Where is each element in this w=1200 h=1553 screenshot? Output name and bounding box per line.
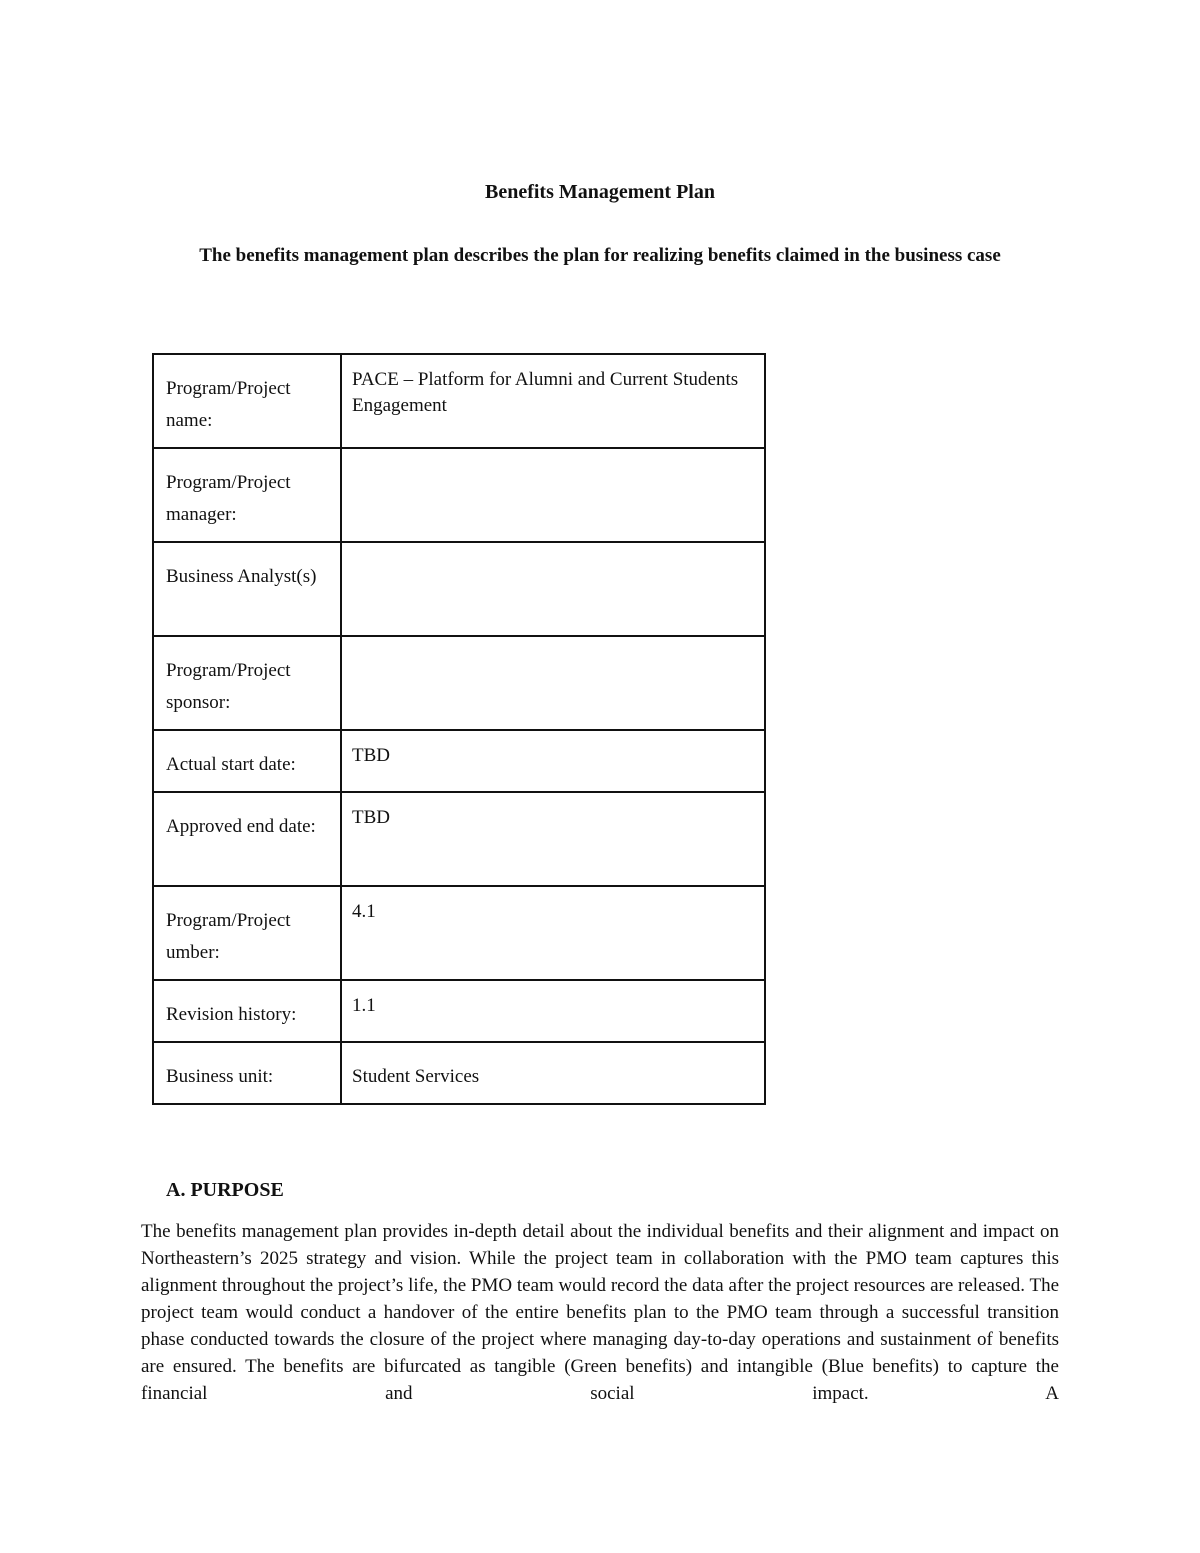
row-value-cell xyxy=(341,1042,765,1104)
purpose-heading: A. PURPOSE xyxy=(166,1179,284,1201)
program-sponsor-value xyxy=(342,637,764,649)
program-manager-label: Program/Project manager: xyxy=(166,472,291,525)
row-label-cell xyxy=(153,448,341,542)
business-unit-value: Student Services xyxy=(352,1066,480,1087)
table-row xyxy=(153,980,765,1042)
table-row xyxy=(153,1042,765,1104)
row-label-cell xyxy=(153,636,341,730)
page-title: Benefits Management Plan xyxy=(485,181,715,203)
table-row xyxy=(153,730,765,792)
business-analyst-value xyxy=(342,543,764,555)
purpose-body: The benefits management plan provides in-depth detail about the individual benefits and their alignment and impact on Northeastern’s 2025 strategy and vision. While the project team in collaboration with the PMO team captures this alignment throughout the project’s life, the PMO team would record the data after the project resources are released. The project team would conduct a handover of the entire benefits plan to the PMO team through a successful transition phase conducted towards the closure of the project where managing day-to-day operations and sustainment of benefits are ensured. The benefits are bifurcated as tangible (Green benefits) and intangible (Blue benefits) to capture the financial and social impact. A xyxy=(141,1221,1059,1404)
table-row xyxy=(153,886,765,980)
table-row xyxy=(153,636,765,730)
revision-history-value: 1.1 xyxy=(352,995,376,1016)
page-subtitle: The benefits management plan describes the plan for realizing benefits claimed in the business case xyxy=(199,245,1001,266)
row-value-cell xyxy=(341,886,765,980)
project-info-table xyxy=(152,353,766,1105)
row-label-cell xyxy=(153,354,341,448)
start-date-label: Actual start date: xyxy=(166,754,296,775)
program-manager-value xyxy=(342,449,764,461)
row-value-cell xyxy=(341,792,765,886)
program-name-label: Program/Project name: xyxy=(166,378,291,431)
row-value-cell xyxy=(341,542,765,636)
program-name-value: PACE – Platform for Alumni and Current Students Engagement xyxy=(352,369,739,416)
table-row xyxy=(153,542,765,636)
table-row xyxy=(153,448,765,542)
row-value-cell xyxy=(341,636,765,730)
row-label-cell xyxy=(153,792,341,886)
row-label-cell xyxy=(153,542,341,636)
row-value-cell xyxy=(341,730,765,792)
end-date-value: TBD xyxy=(352,807,390,828)
table-row xyxy=(153,354,765,448)
row-value-cell xyxy=(341,448,765,542)
business-analyst-label: Business Analyst(s) xyxy=(166,566,317,587)
program-number-label: Program/Project umber: xyxy=(166,910,291,963)
end-date-label: Approved end date: xyxy=(166,816,316,837)
row-label-cell xyxy=(153,980,341,1042)
program-number-value: 4.1 xyxy=(352,901,376,922)
revision-history-label: Revision history: xyxy=(166,1004,297,1025)
row-value-cell xyxy=(341,354,765,448)
table-row xyxy=(153,792,765,886)
row-value-cell xyxy=(341,980,765,1042)
row-label-cell xyxy=(153,1042,341,1104)
start-date-value: TBD xyxy=(352,745,390,766)
row-label-cell xyxy=(153,730,341,792)
business-unit-label: Business unit: xyxy=(166,1066,274,1087)
program-sponsor-label: Program/Project sponsor: xyxy=(166,660,291,713)
row-label-cell xyxy=(153,886,341,980)
